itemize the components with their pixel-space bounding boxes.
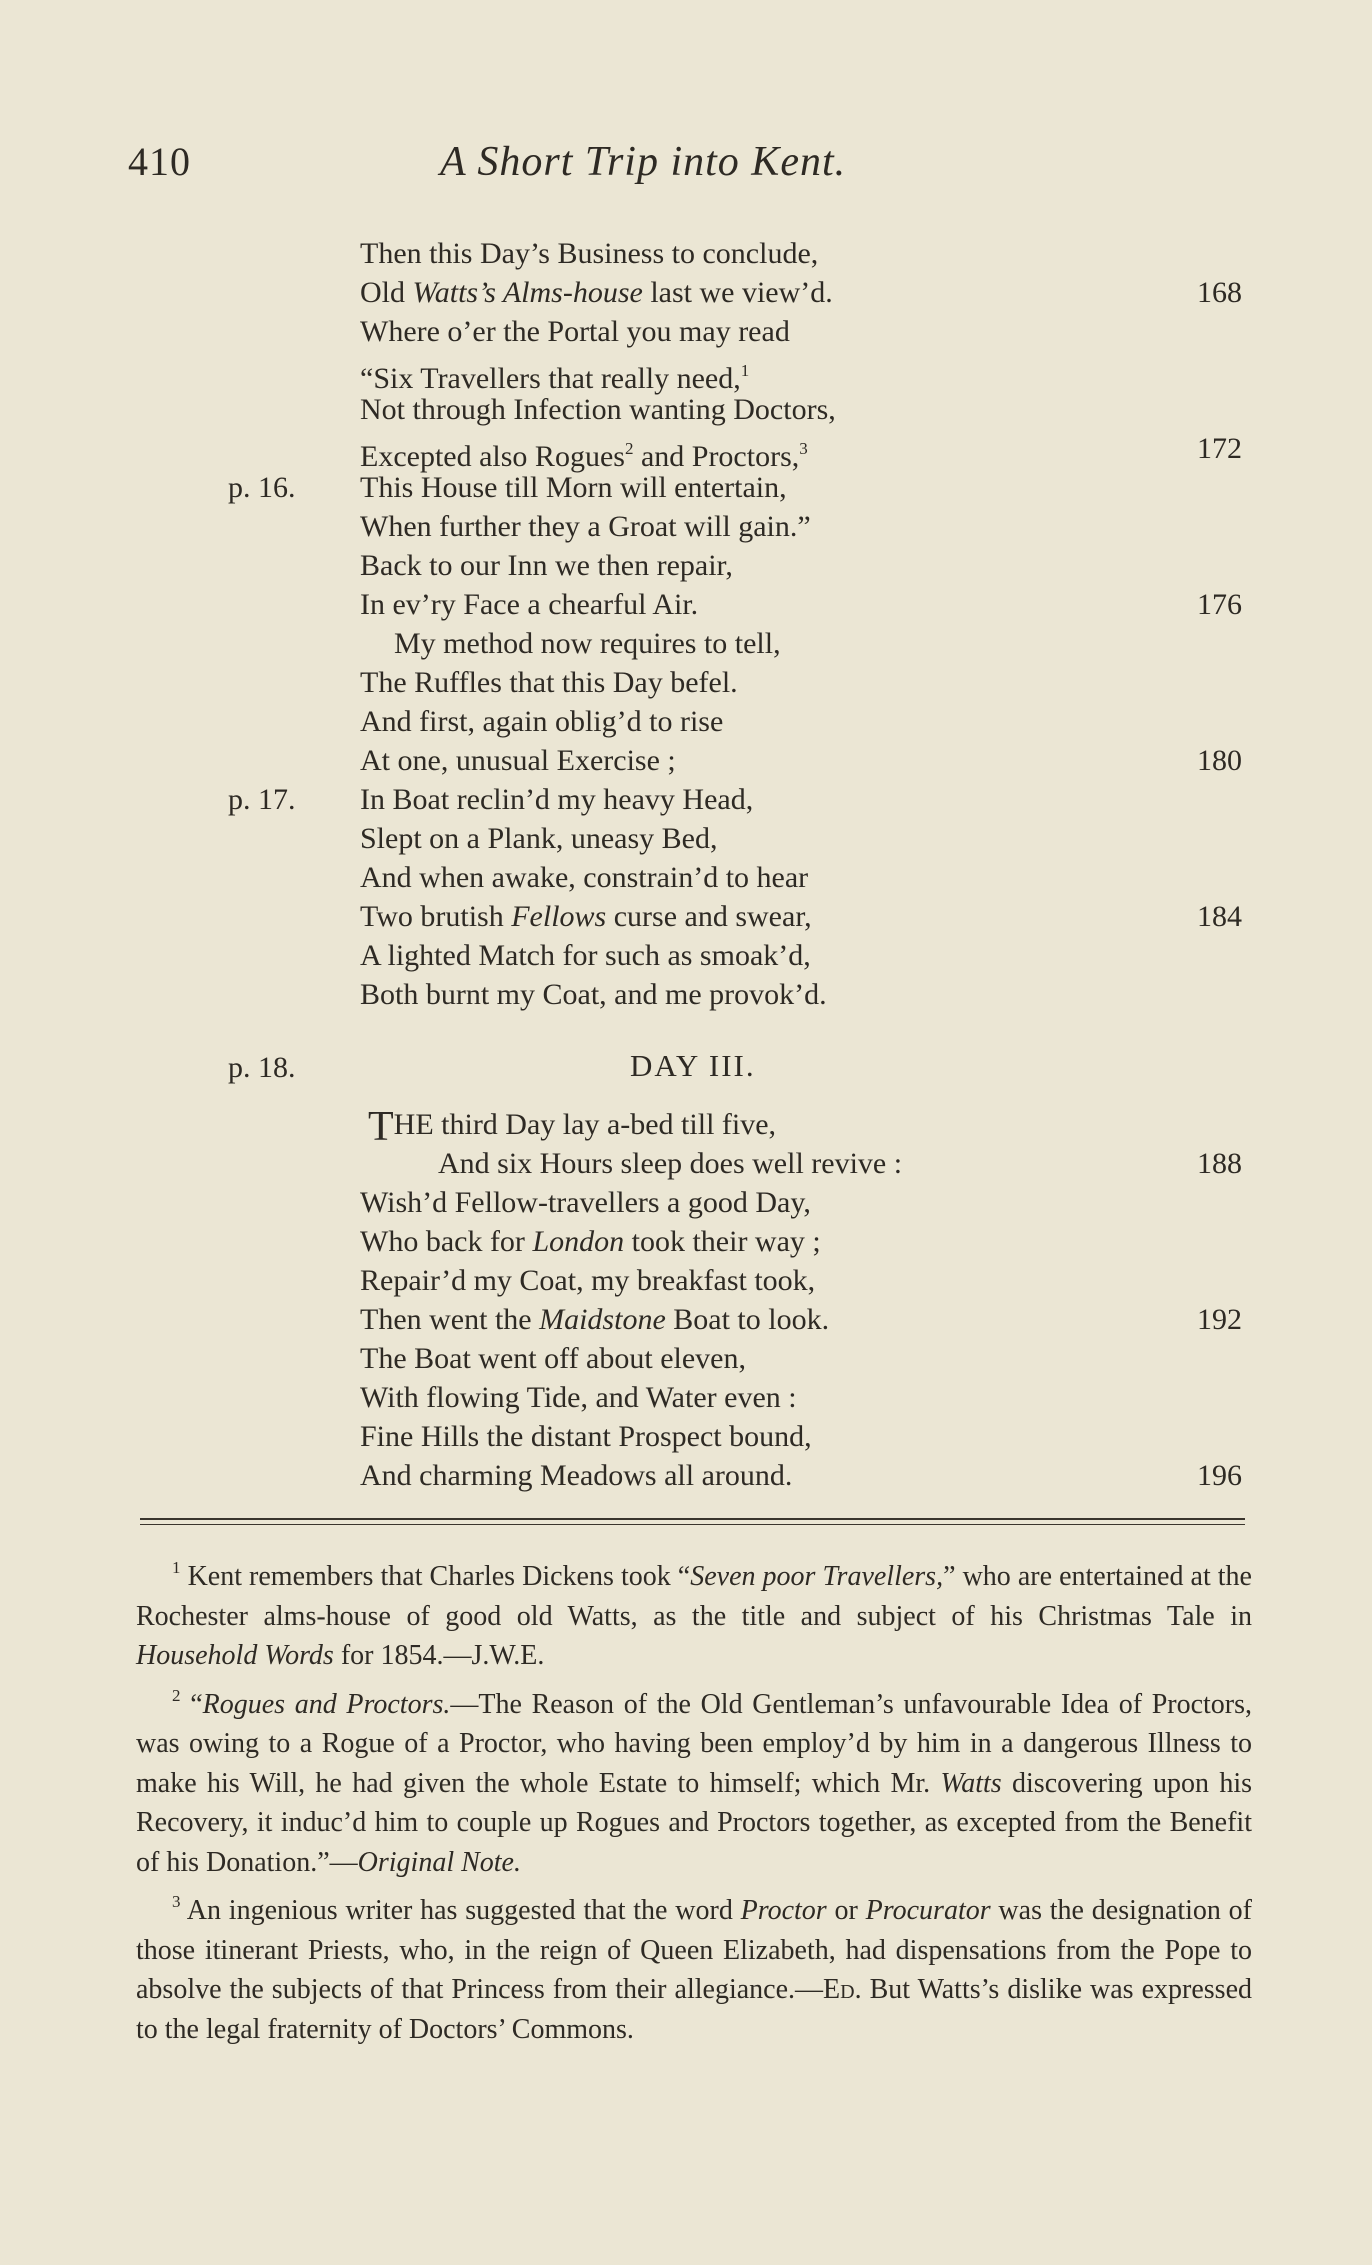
verse-line: [360, 1456, 792, 1496]
verse-line: [360, 468, 787, 508]
verse-line: [360, 975, 827, 1015]
verse-line-text: This House till Morn will entertain,: [360, 471, 787, 504]
verse-line-text: Boat to look.: [665, 1303, 830, 1336]
line-number: 184: [1197, 900, 1242, 933]
line-number: 180: [1197, 744, 1242, 777]
margin-page-ref: p. 16.: [228, 471, 296, 504]
line-number: 176: [1197, 588, 1242, 621]
verse-line-text: Who back for: [360, 1225, 533, 1258]
verse-line-text: Both burnt my Coat, and me provok’d.: [360, 978, 827, 1011]
footnote-mark: 2: [172, 1685, 181, 1705]
drop-cap: T: [368, 1104, 394, 1150]
verse-line-text: And first, again oblig’d to rise: [360, 705, 724, 738]
verse-line-text: took their way ;: [624, 1225, 821, 1258]
footnote-rule: [140, 1518, 1245, 1520]
verse-line: [360, 897, 812, 937]
footnote-text: Kent remembers that Charles Dickens took “: [187, 1561, 691, 1592]
verse-line-text: Then this Day’s Business to conclude,: [360, 237, 819, 270]
margin-page-ref: p. 18.: [228, 1051, 296, 1084]
verse-line-text: At one, unusual Exercise ;: [360, 744, 676, 777]
verse-line: [360, 741, 676, 781]
verse-line-text: Back to our Inn we then repair,: [360, 549, 733, 582]
verse-line-text: Not through Infection wanting Doctors,: [360, 393, 836, 426]
footnote-text: for 1854.—J.W.E.: [333, 1640, 545, 1671]
footnote-smallcaps: Ed.: [823, 1974, 862, 2005]
verse-line-text: In ev’ry Face a chearful Air.: [360, 588, 699, 621]
footnote-italic: Seven poor Travellers,: [690, 1561, 944, 1592]
footnote-text: discovering upon his Recovery, it induc’d him to couple up Rogues and Proctors together, as excepted from the Benefit of his Donation.”—: [136, 1767, 1252, 1878]
verse-line-text: In Boat reclin’d my heavy Head,: [360, 783, 754, 816]
verse-line: [368, 1104, 777, 1150]
verse-italic: London: [532, 1225, 625, 1258]
footnote-text: But Watts’s dislike was expressed to the legal fraternity of Doctors’ Commons.: [136, 1974, 1252, 2045]
footnote-italic: Household Words: [136, 1640, 334, 1671]
verse-line-text: Old: [360, 276, 413, 309]
line-number: 168: [1197, 276, 1242, 309]
verse-italic: Fellows: [511, 900, 607, 933]
verse-line-text: And when awake, constrain’d to hear: [360, 861, 809, 894]
verse-line-text: Repair’d my Coat, my breakfast took,: [360, 1264, 816, 1297]
verse-line-text: curse and swear,: [606, 900, 812, 933]
verse-line-text: The Ruffles that this Day befel.: [360, 666, 738, 699]
verse-line: [360, 546, 733, 586]
verse-line-text: When further they a Groat will gain.”: [360, 510, 811, 543]
verse-line-text: Two brutish: [360, 900, 512, 933]
verse-line-text: last we view’d.: [642, 276, 833, 309]
footnote-mark: 1: [172, 1558, 181, 1577]
verse-line: [360, 234, 818, 274]
verse-line: [360, 585, 698, 625]
footnote-3: [136, 1882, 1252, 2049]
line-number: 172: [1197, 432, 1242, 465]
verse-line-text: Wish’d Fellow-travellers a good Day,: [360, 1186, 811, 1219]
verse-line: [360, 1339, 746, 1379]
footnote-2: [136, 1676, 1252, 1883]
footnote-rule-thin: [140, 1524, 1245, 1525]
verse-line: [360, 1378, 797, 1418]
verse-line-text: Then went the: [360, 1303, 540, 1336]
verse-line-text: My method now requires to tell,: [394, 627, 781, 660]
footnote-italic: Watts: [940, 1767, 1002, 1799]
footnote-text: was the designation of those itinerant Priests, who, in the reign of Queen Elizabeth, had dispensations from the Pope to absolve the subjects of that Princess from their allegiance.—: [136, 1895, 1252, 2005]
footnote-text: ” who are entertained at the Rochester alms-house of good old Watts, as the title and subject of his Christmas Tale in: [136, 1561, 1252, 1632]
page-number: 410: [128, 139, 191, 184]
verse-line: [360, 1222, 821, 1262]
verse-line-text: And charming Meadows all around.: [360, 1459, 793, 1492]
running-title: A Short Trip into Kent.: [440, 139, 847, 185]
verse-line: [360, 780, 753, 820]
verse-line-text: Excepted also Rogues: [360, 440, 625, 473]
footnote-italic: Rogues and Proctors.: [202, 1688, 451, 1720]
verse-line: [360, 819, 717, 859]
verse-line-text: A lighted Match for such as smoak’d,: [360, 939, 811, 972]
verse-line: [360, 663, 738, 703]
line-number: 192: [1197, 1303, 1242, 1336]
footnote-text: —The Reason of the Old Gentleman’s unfavourable Idea of Proctors, was owing to a Rogue of a Proctor, who having been employ’d by him in a dangerous Illness to make his Will, he had given the whole Estate to himself; which Mr.: [136, 1688, 1253, 1799]
footnote-text: “: [190, 1688, 203, 1720]
verse-line: [360, 1183, 811, 1223]
verse-line-text: and Proctors,: [633, 440, 800, 473]
footnote-italic: Original Note.: [357, 1846, 521, 1878]
footnote-italic: Procurator: [865, 1895, 991, 1926]
verse-line: [360, 1300, 829, 1340]
footnote-ref: 3: [799, 439, 808, 458]
verse-line-text: And six Hours sleep does well revive :: [438, 1147, 903, 1180]
verse-line: [438, 1144, 902, 1184]
verse-italic: Watts’s Alms-house: [412, 276, 643, 309]
verse-line: [360, 390, 836, 430]
section-heading: DAY III.: [630, 1048, 756, 1083]
verse-line: [360, 312, 790, 352]
footnotes: [136, 1548, 1252, 2049]
verse-line: [360, 858, 808, 898]
verse-line: [360, 507, 811, 547]
verse-italic: Maidstone: [539, 1303, 666, 1336]
verse-line: [360, 702, 723, 742]
verse-line-text: “Six Travellers that really need,: [360, 362, 741, 395]
verse-line-text: The Boat went off about eleven,: [360, 1342, 746, 1375]
margin-page-ref: p. 17.: [228, 783, 296, 816]
footnote-italic: Proctor: [740, 1895, 827, 1926]
verse-line-text: With flowing Tide, and Water even :: [360, 1381, 797, 1414]
verse-line: [360, 1417, 812, 1457]
verse-line: [394, 624, 781, 664]
footnote-mark: 3: [172, 1892, 181, 1911]
verse-line-text: Slept on a Plank, uneasy Bed,: [360, 822, 718, 855]
footnote-ref: 1: [740, 361, 750, 380]
footnote-text: An ingenious writer has suggested that the word: [186, 1895, 741, 1926]
footnote-text: or: [826, 1895, 866, 1926]
verse-line-text: HE third Day lay a-bed till five,: [393, 1108, 777, 1141]
footnote-1: [136, 1548, 1252, 1676]
footnote-ref: 2: [624, 439, 634, 458]
verse-line: [360, 1261, 815, 1301]
verse-line-text: Fine Hills the distant Prospect bound,: [360, 1420, 812, 1453]
verse-line: [360, 273, 833, 313]
verse-line: [360, 936, 811, 976]
verse-line-text: Where o’er the Portal you may read: [360, 315, 790, 348]
line-number: 196: [1197, 1459, 1242, 1492]
line-number: 188: [1197, 1147, 1242, 1180]
